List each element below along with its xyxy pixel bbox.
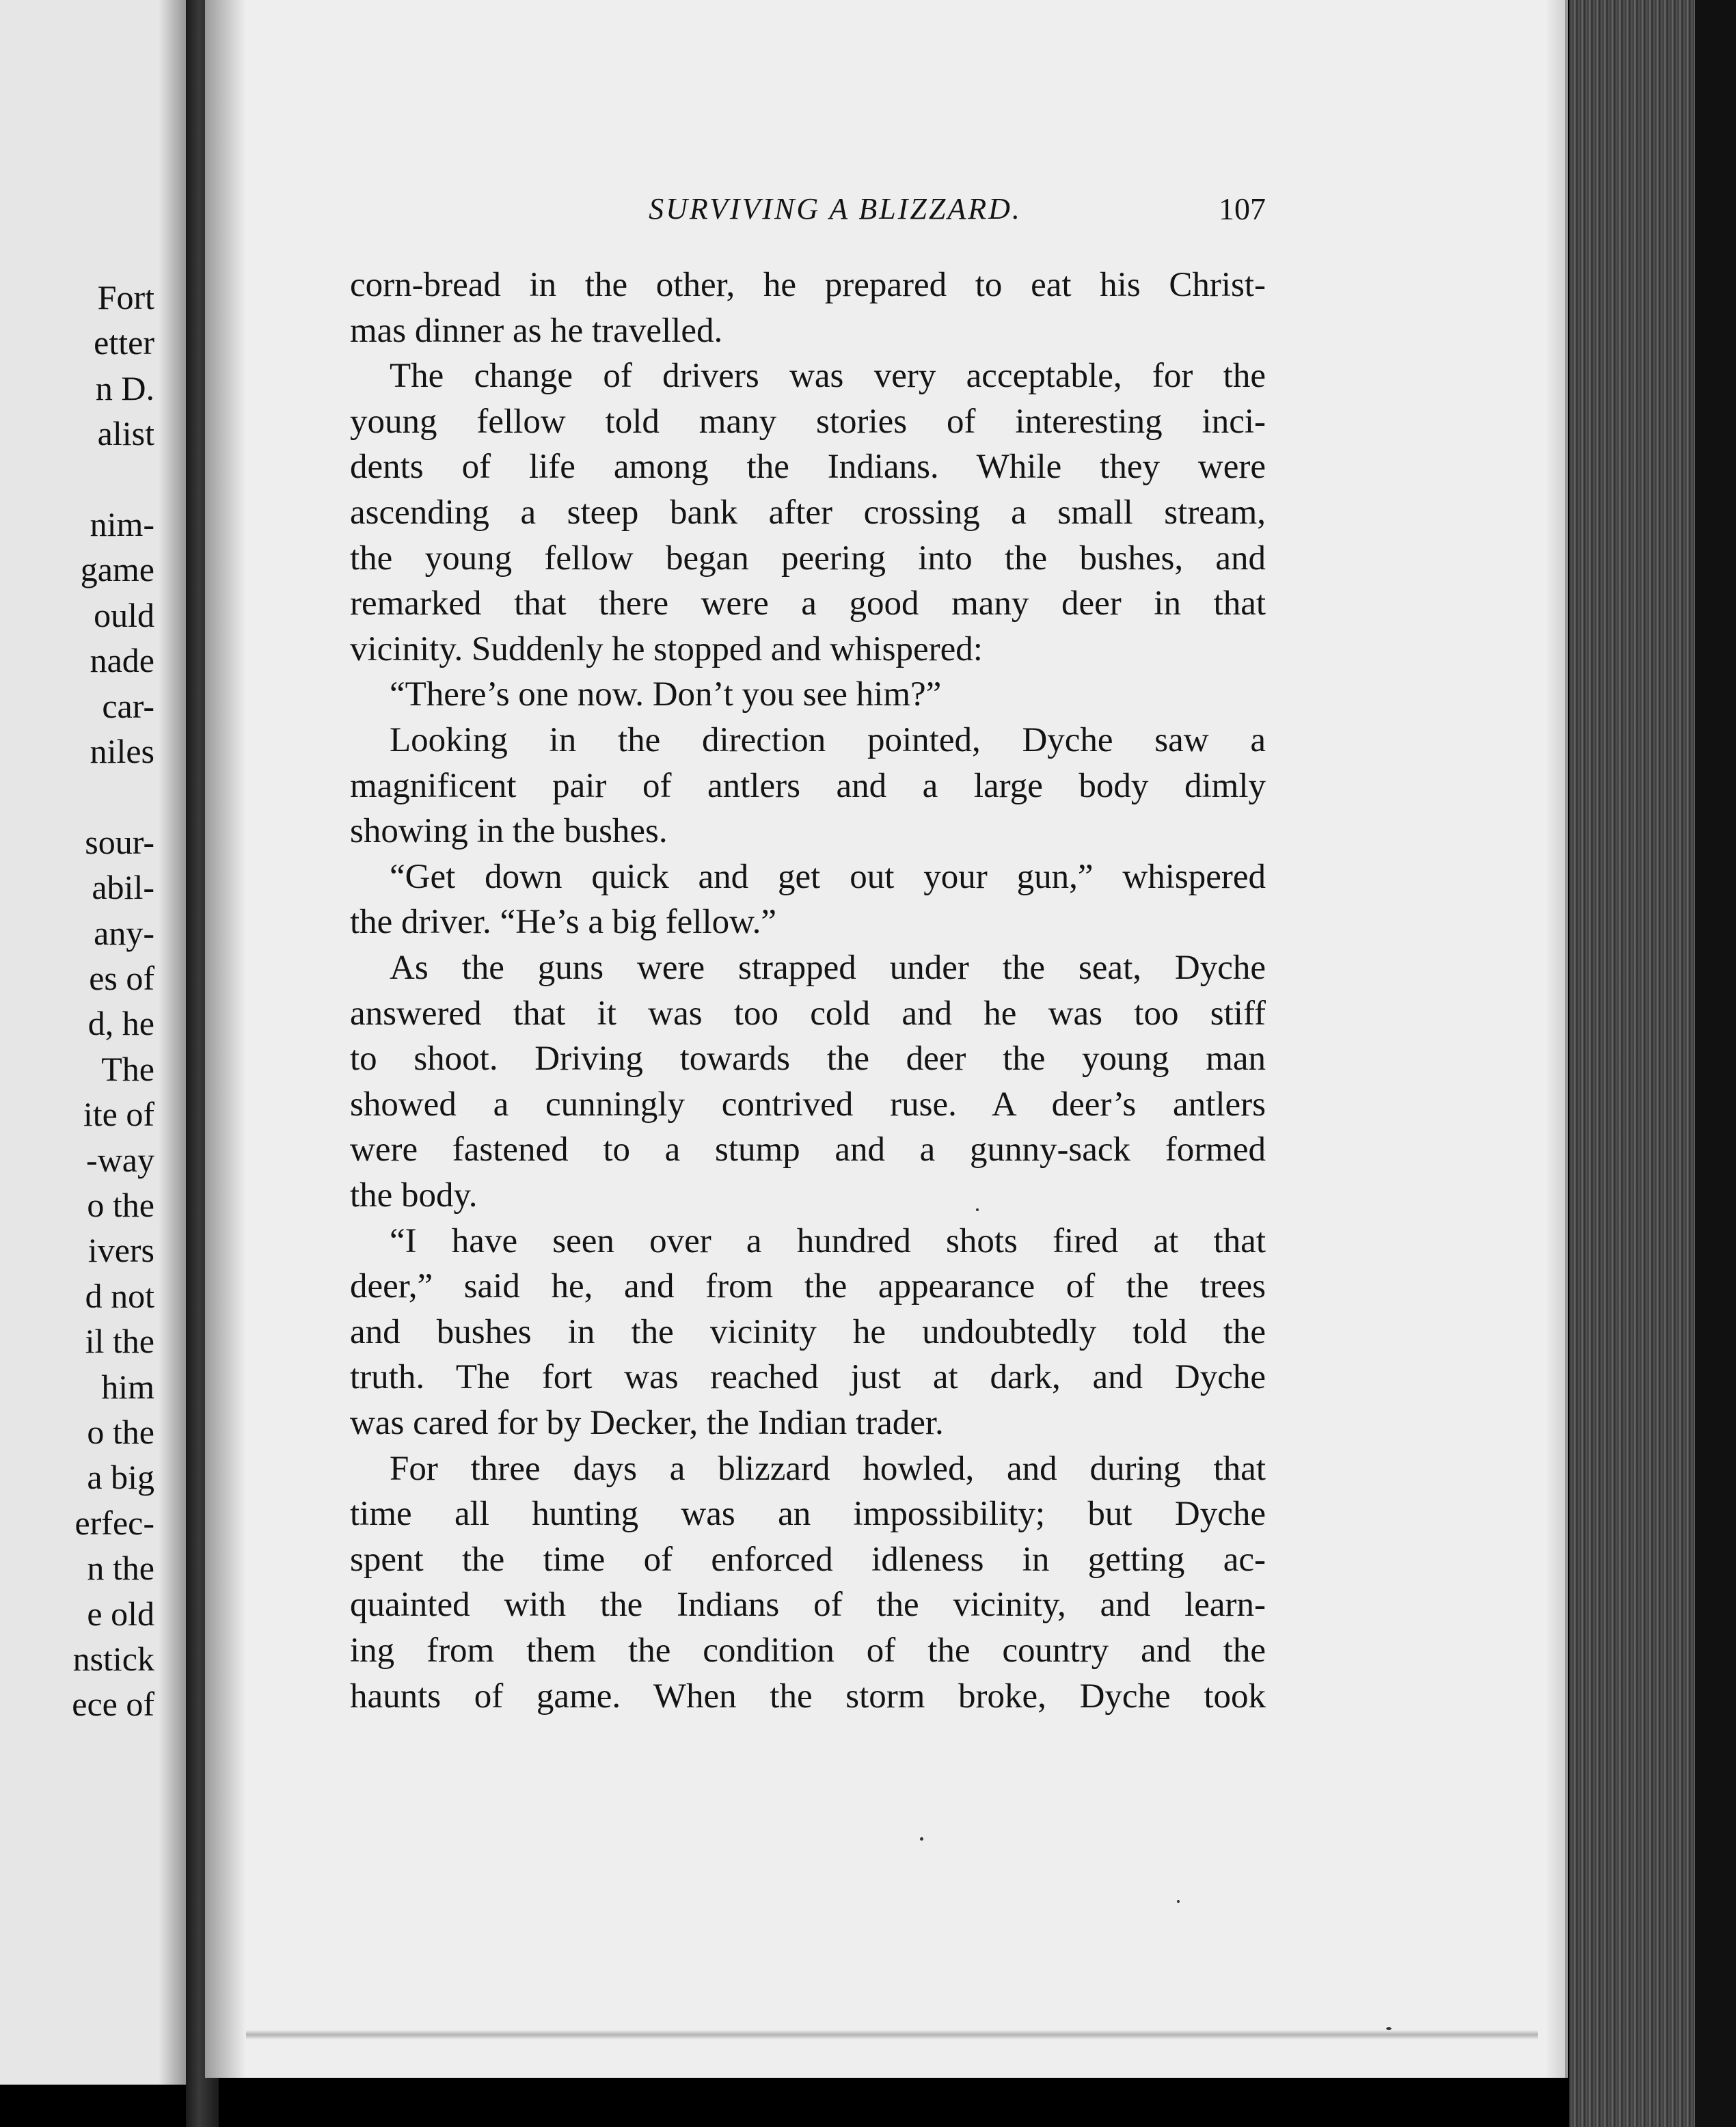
facing-page-line: o the bbox=[87, 1186, 154, 1224]
facing-page-line: o the bbox=[87, 1413, 154, 1451]
facing-page-line: n the bbox=[87, 1549, 154, 1588]
text-line: the body. bbox=[350, 1176, 478, 1215]
facing-page-line: ece of bbox=[72, 1685, 154, 1724]
text-line: was cared for by Decker, the Indian trader. bbox=[350, 1404, 944, 1442]
facing-page-line: etter bbox=[94, 323, 154, 362]
text-line: magnificent pair of antlers and a large body dimly bbox=[350, 766, 1266, 805]
text-line: the young fellow began peering into the bushes, and bbox=[350, 539, 1266, 578]
text-line: showing in the bushes. bbox=[350, 812, 668, 851]
facing-page-line: n D. bbox=[95, 368, 154, 407]
facing-page-line: erfec- bbox=[74, 1503, 154, 1542]
facing-page-line: il the bbox=[85, 1322, 154, 1361]
text-line: the driver. “He’s a big fellow.” bbox=[350, 903, 777, 942]
text-line: As the guns were strapped under the seat, Dyche bbox=[390, 949, 1266, 987]
page-edge-shade bbox=[1545, 0, 1565, 2078]
text-line: quainted with the Indians of the vicinity, and learn- bbox=[350, 1586, 1266, 1625]
text-line: corn-bread in the other, he prepared to eat his Christ- bbox=[350, 266, 1266, 304]
facing-page-line: d, he bbox=[87, 1004, 154, 1043]
book-fore-edge bbox=[1569, 0, 1736, 2127]
text-line: time all hunting was an impossibility; but Dyche bbox=[350, 1495, 1266, 1534]
facing-page-line: nim- bbox=[90, 505, 154, 543]
facing-page-line: a big bbox=[87, 1458, 154, 1497]
gutter-shade bbox=[205, 0, 246, 2078]
text-line: and bushes in the vicinity he undoubtedly told the bbox=[350, 1312, 1266, 1351]
facing-page-line: nstick bbox=[72, 1640, 154, 1678]
text-line: truth. The fort was reached just at dark, and Dyche bbox=[350, 1358, 1266, 1397]
text-line: vicinity. Suddenly he stopped and whispered: bbox=[350, 629, 983, 668]
text-line: “There’s one now. Don’t you see him?” bbox=[390, 675, 942, 714]
text-line: remarked that there were a good many deer in that bbox=[350, 584, 1266, 623]
text-line: showed a cunningly contrived ruse. A deer’s antlers bbox=[350, 1085, 1266, 1124]
facing-page-line: sour- bbox=[85, 822, 154, 861]
facing-page-line: ite of bbox=[83, 1095, 154, 1134]
facing-page-line: The bbox=[101, 1049, 154, 1088]
text-line: For three days a blizzard howled, and during that bbox=[390, 1449, 1266, 1488]
page-number: 107 bbox=[1219, 191, 1266, 226]
text-line: “I have seen over a hundred shots fired at that bbox=[390, 1221, 1266, 1260]
facing-page-line: nade bbox=[90, 641, 154, 680]
page-bottom-edge bbox=[246, 2030, 1538, 2040]
text-line: “Get down quick and get out your gun,” whispered bbox=[390, 857, 1266, 896]
facing-page-line: -way bbox=[86, 1140, 154, 1179]
text-line: ascending a steep bank after crossing a small stream, bbox=[350, 493, 1266, 532]
facing-page-line: game bbox=[80, 550, 154, 589]
facing-page-line: es of bbox=[89, 959, 154, 997]
background-edge bbox=[1695, 0, 1736, 2127]
text-line: to shoot. Driving towards the deer the young man bbox=[350, 1040, 1266, 1079]
facing-page-line: car- bbox=[102, 686, 154, 725]
facing-page-line: any- bbox=[94, 913, 154, 952]
facing-page-line: Fort bbox=[97, 278, 154, 316]
facing-page-line: abil- bbox=[92, 868, 154, 907]
text-line: haunts of game. When the storm broke, Dyche took bbox=[350, 1677, 1266, 1716]
facing-page-line: ivers bbox=[87, 1231, 154, 1270]
facing-page-line: niles bbox=[90, 732, 154, 770]
text-line: deer,” said he, and from the appearance of the trees bbox=[350, 1267, 1266, 1306]
text-line: answered that it was too cold and he was too stiff bbox=[350, 994, 1266, 1033]
text-line: dents of life among the Indians. While they were bbox=[350, 448, 1266, 487]
running-head bbox=[350, 189, 1266, 230]
paper-speck bbox=[1177, 1900, 1180, 1903]
page-shadow bbox=[159, 0, 186, 2085]
paper-speck bbox=[920, 1837, 923, 1841]
text-line: young fellow told many stories of interesting inci- bbox=[350, 402, 1266, 441]
facing-page-line: him bbox=[101, 1367, 154, 1406]
text-line: Looking in the direction pointed, Dyche saw a bbox=[390, 721, 1266, 759]
facing-page-line: alist bbox=[97, 414, 154, 453]
facing-page-line: e old bbox=[87, 1594, 154, 1633]
text-line: mas dinner as he travelled. bbox=[350, 311, 723, 350]
text-line: ing from them the condition of the country and the bbox=[350, 1631, 1266, 1670]
text-line: The change of drivers was very acceptable, for the bbox=[390, 357, 1266, 396]
facing-page-left bbox=[0, 0, 186, 2085]
running-head-title: SURVIVING A BLIZZARD. bbox=[649, 192, 1022, 226]
text-line: were fastened to a stump and a gunny-sack formed bbox=[350, 1130, 1266, 1169]
facing-page-line: d not bbox=[85, 1276, 154, 1315]
paper-speck bbox=[1386, 2027, 1392, 2030]
facing-page-line: ould bbox=[94, 595, 154, 634]
text-line: spent the time of enforced idleness in getting ac- bbox=[350, 1540, 1266, 1579]
